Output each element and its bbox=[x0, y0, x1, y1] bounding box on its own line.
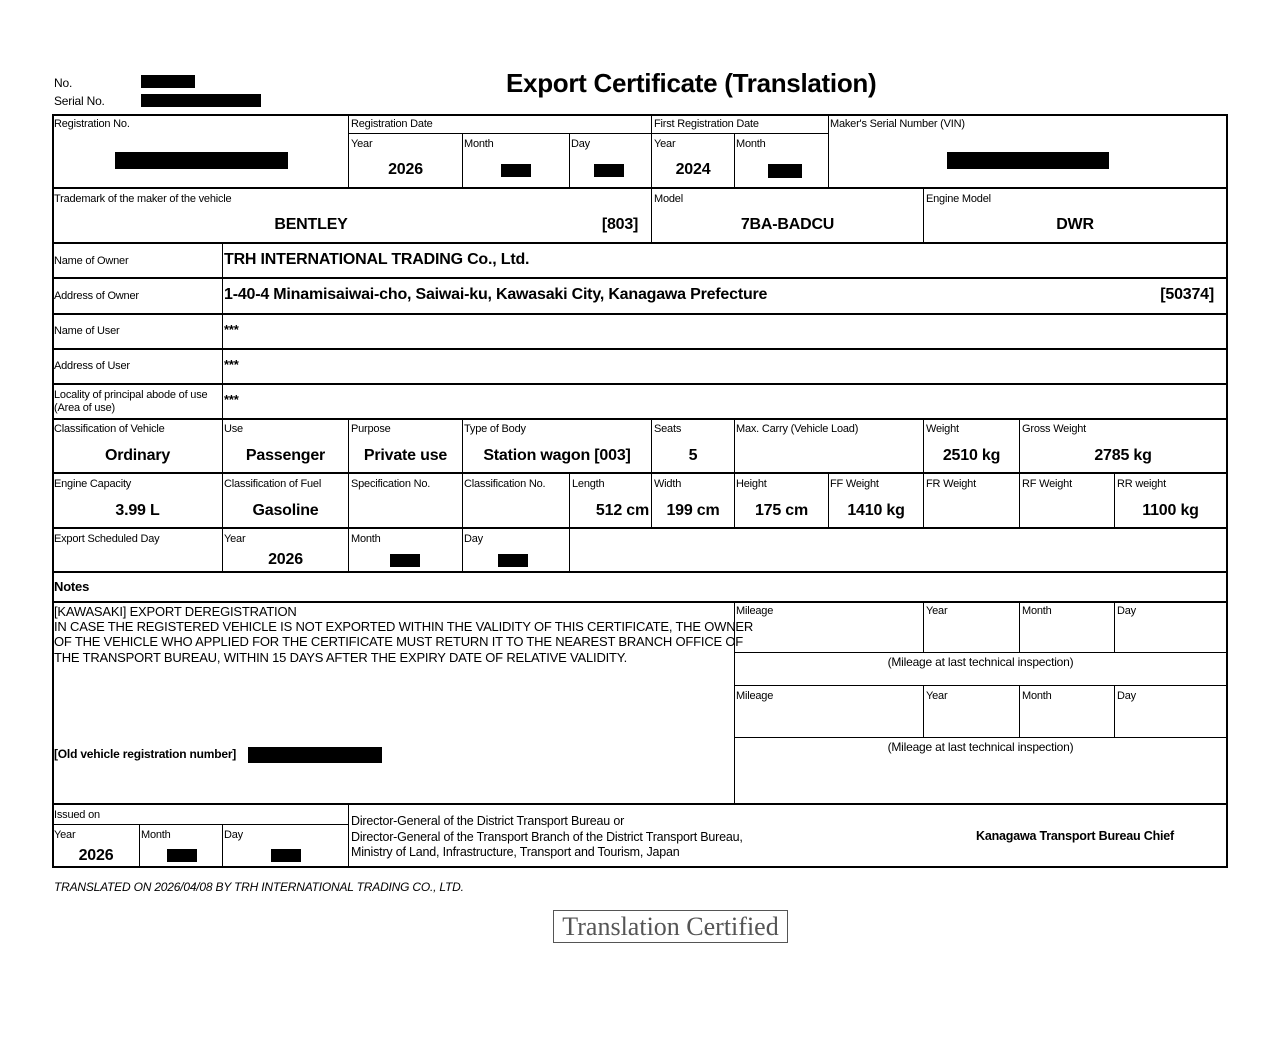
issued-day-label: Day bbox=[224, 829, 243, 841]
ff-weight-value: 1410 kg bbox=[847, 502, 905, 519]
issued-year: 2026 bbox=[78, 847, 114, 864]
purpose-value: Private use bbox=[363, 447, 448, 464]
mileage-month-label-1: Month bbox=[1022, 605, 1052, 617]
registration-month-redaction bbox=[501, 164, 531, 177]
export-month-redaction bbox=[390, 554, 420, 567]
owner-address-code: [50374] bbox=[1160, 286, 1214, 303]
mileage-label-2: Mileage bbox=[736, 690, 774, 702]
mileage-day-label-2: Day bbox=[1117, 690, 1136, 702]
mileage-month-label-2: Month bbox=[1022, 690, 1052, 702]
owner-name-label: Name of Owner bbox=[54, 255, 129, 267]
fuel-value: Gasoline bbox=[252, 502, 319, 519]
gross-weight-label: Gross Weight bbox=[1022, 423, 1087, 435]
page-title: Export Certificate (Translation) bbox=[506, 68, 877, 98]
first-reg-month-redaction bbox=[768, 164, 802, 178]
gross-weight-value: 2785 kg bbox=[1094, 447, 1152, 464]
model-value: 7BA-BADCU bbox=[740, 216, 835, 233]
model-label: Model bbox=[654, 193, 683, 205]
trademark-code: [803] bbox=[601, 216, 639, 233]
export-day-label: Export Scheduled Day bbox=[54, 533, 160, 545]
classification-no-label: Classification No. bbox=[464, 478, 546, 490]
engine-capacity-label: Engine Capacity bbox=[54, 478, 132, 490]
user-address: *** bbox=[224, 357, 239, 372]
issued-day-redaction bbox=[271, 849, 301, 862]
user-address-label: Address of User bbox=[54, 360, 130, 372]
no-redaction bbox=[141, 75, 195, 88]
first-reg-month-label: Month bbox=[736, 138, 766, 150]
old-registration-label: [Old vehicle registration number] bbox=[54, 747, 237, 761]
bureau-chief: Kanagawa Transport Bureau Chief bbox=[976, 829, 1175, 843]
locality-label: Locality of principal abode of use bbox=[54, 389, 208, 401]
old-registration-redaction bbox=[248, 747, 382, 763]
body-value: Station wagon [003] bbox=[483, 447, 631, 464]
registration-year-label: Year bbox=[351, 138, 373, 150]
weight-label: Weight bbox=[926, 423, 959, 435]
height-value: 175 cm bbox=[754, 502, 809, 519]
owner-name: TRH INTERNATIONAL TRADING Co., Ltd. bbox=[224, 251, 530, 268]
rf-weight-label: RF Weight bbox=[1022, 478, 1072, 490]
trademark-label: Trademark of the maker of the vehicle bbox=[54, 193, 232, 205]
issued-year-label: Year bbox=[54, 829, 76, 841]
export-day-redaction bbox=[498, 554, 528, 567]
trademark-value: BENTLEY bbox=[274, 216, 348, 233]
engine-model-value: DWR bbox=[1056, 216, 1094, 233]
classification-value: Ordinary bbox=[104, 447, 171, 464]
notes-line-3: OF THE VEHICLE WHO APPLIED FOR THE CERTIFICATE MUST RETURN IT TO THE NEAREST BRANCH OFFICE OF bbox=[54, 634, 744, 649]
registration-day-redaction bbox=[594, 164, 624, 177]
owner-address-label: Address of Owner bbox=[54, 290, 139, 302]
fr-weight-label: FR Weight bbox=[926, 478, 976, 490]
length-label: Length bbox=[572, 478, 605, 490]
user-name: *** bbox=[224, 322, 239, 337]
authority-line-1: Director-General of the District Transport Bureau or bbox=[351, 814, 625, 828]
vin-redaction bbox=[947, 152, 1109, 169]
weight-value: 2510 kg bbox=[942, 447, 1001, 464]
width-label: Width bbox=[654, 478, 682, 490]
vin-label: Maker's Serial Number (VIN) bbox=[830, 118, 965, 130]
rr-weight-label: RR weight bbox=[1117, 478, 1166, 490]
mileage-year-label-1: Year bbox=[926, 605, 948, 617]
width-value: 199 cm bbox=[666, 502, 720, 519]
translated-note: TRANSLATED ON 2026/04/08 BY TRH INTERNATIONAL TRADING CO., LTD. bbox=[54, 880, 464, 894]
height-label: Height bbox=[736, 478, 767, 490]
owner-address: 1-40-4 Minamisaiwai-cho, Saiwai-ku, Kawasaki City, Kanagawa Prefecture bbox=[224, 286, 768, 303]
max-carry-label: Max. Carry (Vehicle Load) bbox=[736, 423, 859, 435]
registration-day-label: Day bbox=[571, 138, 590, 150]
use-label: Use bbox=[224, 423, 243, 435]
notes-line-2: IN CASE THE REGISTERED VEHICLE IS NOT EXPORTED WITHIN THE VALIDITY OF THIS CERTIFICATE, THE OWNER bbox=[54, 619, 754, 634]
registration-no-redaction bbox=[115, 152, 288, 169]
registration-year: 2026 bbox=[388, 161, 423, 178]
seats-value: 5 bbox=[688, 447, 698, 464]
mileage-caption-1: (Mileage at last technical inspection) bbox=[887, 655, 1074, 669]
translation-certified-stamp: Translation Certified bbox=[553, 910, 788, 943]
registration-no-label: Registration No. bbox=[54, 118, 130, 130]
serial-redaction bbox=[141, 94, 261, 107]
serial-label: Serial No. bbox=[54, 94, 105, 108]
classification-label: Classification of Vehicle bbox=[54, 423, 165, 435]
export-year-label: Year bbox=[224, 533, 246, 545]
mileage-caption-2: (Mileage at last technical inspection) bbox=[887, 740, 1074, 754]
length-value: 512 cm bbox=[595, 502, 649, 519]
fuel-label: Classification of Fuel bbox=[224, 478, 322, 490]
notes-line-4: THE TRANSPORT BUREAU, WITHIN 15 DAYS AFTER THE EXPIRY DATE OF RELATIVE VALIDITY. bbox=[54, 650, 627, 665]
purpose-label: Purpose bbox=[351, 423, 391, 435]
mileage-day-label-1: Day bbox=[1117, 605, 1136, 617]
first-reg-year-label: Year bbox=[654, 138, 676, 150]
export-year: 2026 bbox=[268, 551, 303, 568]
issued-month-label: Month bbox=[141, 829, 171, 841]
locality-label-sub: (Area of use) bbox=[54, 402, 115, 414]
issued-label: Issued on bbox=[54, 809, 100, 821]
spec-no-label: Specification No. bbox=[351, 478, 431, 490]
export-month-label: Month bbox=[351, 533, 381, 545]
engine-capacity-value: 3.99 L bbox=[115, 502, 160, 519]
first-reg-year: 2024 bbox=[675, 161, 711, 178]
ff-weight-label: FF Weight bbox=[830, 478, 879, 490]
authority-line-2: Director-General of the Transport Branch of the District Transport Bureau, bbox=[351, 830, 743, 844]
registration-date-label: Registration Date bbox=[351, 118, 433, 130]
mileage-year-label-2: Year bbox=[926, 690, 948, 702]
issued-month-redaction bbox=[167, 849, 197, 862]
export-day-sublabel: Day bbox=[464, 533, 483, 545]
notes-label: Notes bbox=[54, 579, 90, 594]
first-registration-label: First Registration Date bbox=[654, 118, 759, 130]
seats-label: Seats bbox=[654, 423, 682, 435]
locality-value: *** bbox=[224, 392, 239, 407]
engine-model-label: Engine Model bbox=[926, 193, 991, 205]
registration-month-label: Month bbox=[464, 138, 494, 150]
notes-line-1: [KAWASAKI] EXPORT DEREGISTRATION bbox=[54, 604, 297, 619]
mileage-label-1: Mileage bbox=[736, 605, 774, 617]
authority-line-3: Ministry of Land, Infrastructure, Transport and Tourism, Japan bbox=[351, 845, 680, 859]
rr-weight-value: 1100 kg bbox=[1142, 502, 1199, 519]
user-name-label: Name of User bbox=[54, 325, 120, 337]
body-label: Type of Body bbox=[464, 423, 526, 435]
use-value: Passenger bbox=[245, 447, 326, 464]
no-label: No. bbox=[54, 76, 73, 90]
